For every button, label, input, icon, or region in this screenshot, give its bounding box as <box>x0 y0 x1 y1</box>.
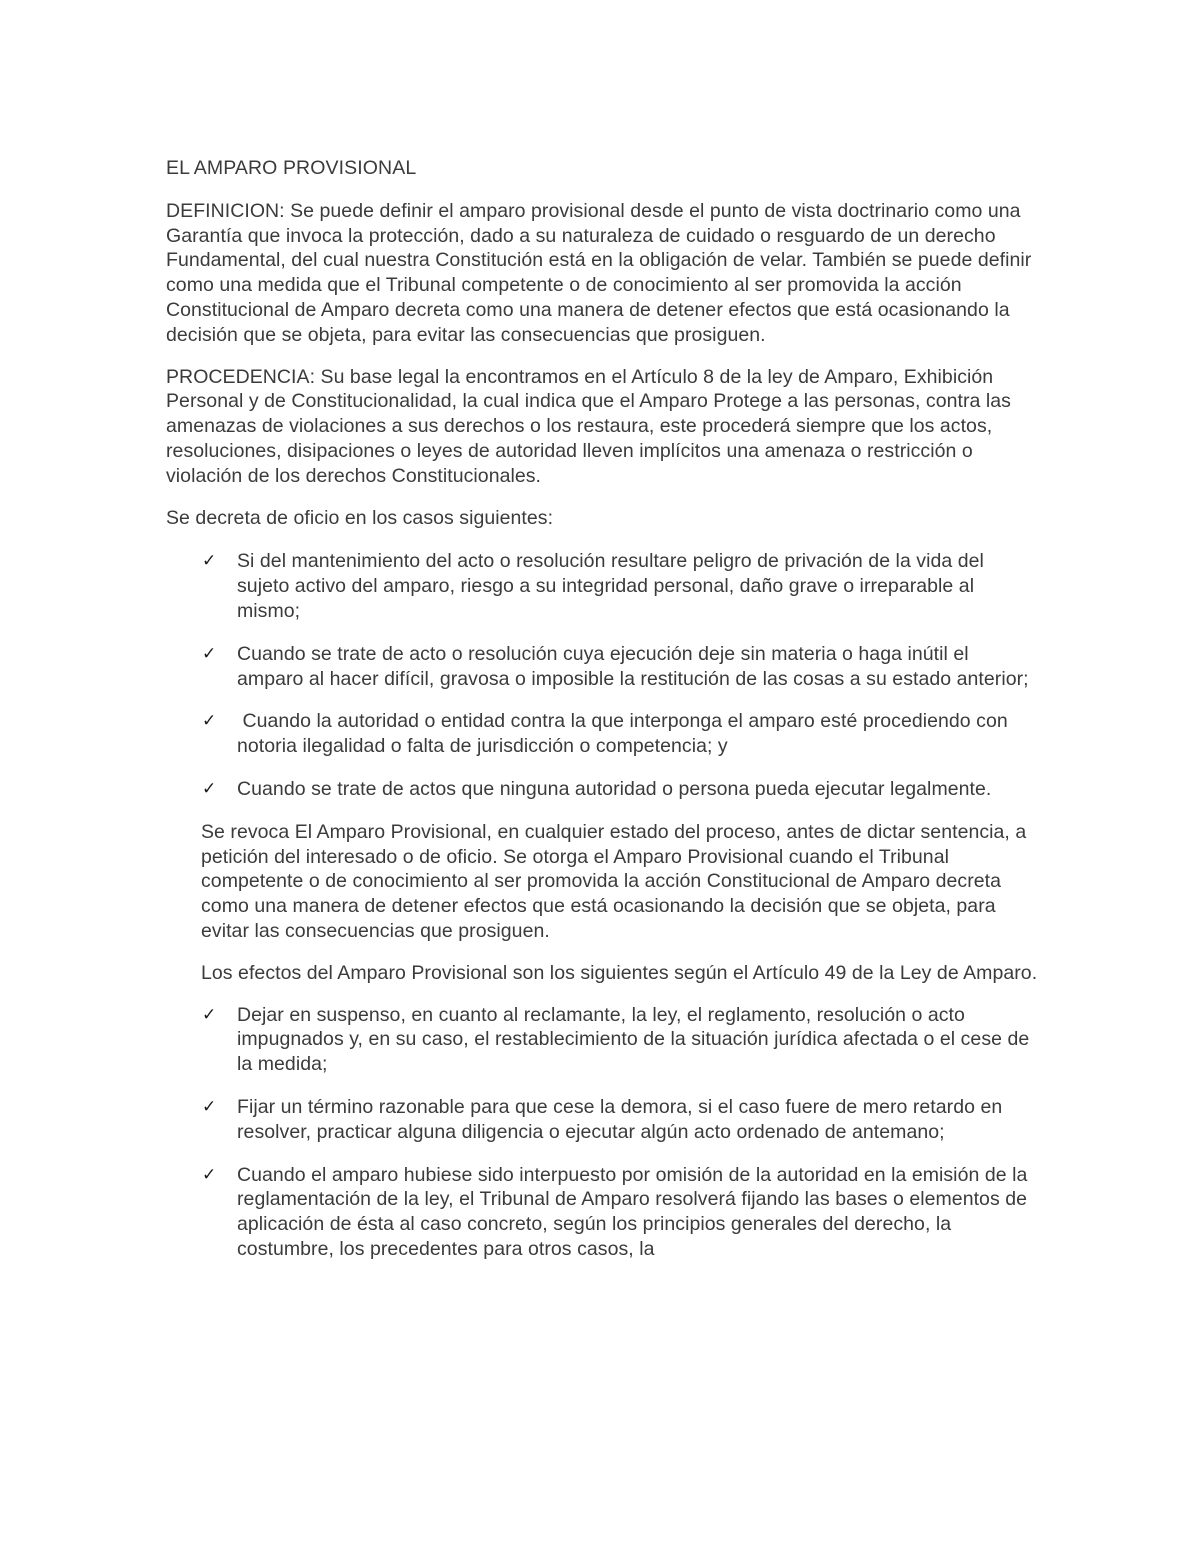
oficio-intro: Se decreta de oficio en los casos siguientes: <box>166 506 554 529</box>
list-item <box>166 1095 1038 1145</box>
checkmark-icon: ✓ <box>202 643 217 664</box>
checkmark-icon: ✓ <box>202 1164 217 1185</box>
document-body <box>166 156 1038 1280</box>
list-item <box>166 709 1038 759</box>
efectos-list <box>166 1003 1038 1262</box>
checkmark-icon: ✓ <box>202 711 217 732</box>
list-item-text: Fijar un término razonable para que cese la demora, si el caso fuere de mero retardo en resolver, practicar alguna diligencia o ejecutar algún acto ordenado de antemano; <box>237 1095 1003 1143</box>
list-item <box>166 642 1038 692</box>
procedencia-paragraph: PROCEDENCIA: Su base legal la encontramos en el Artículo 8 de la ley de Amparo, Exhibición Personal y de Constitucionalidad, la cual indica que el Amparo Protege a las personas, contra las amenazas de violaciones a sus derechos o los restaura, este procederá siempre que los actos, resoluciones, disipaciones o leyes de autoridad lleven implícitos una amenaza o restricción o violación de los derechos Constitucionales. <box>166 365 1011 487</box>
list-item-text: Cuando se trate de actos que ninguna autoridad o persona pueda ejecutar legalmente. <box>237 777 992 800</box>
revoca-paragraph: Se revoca El Amparo Provisional, en cualquier estado del proceso, antes de dictar sentencia, a petición del interesado o de oficio. Se otorga el Amparo Provisional cuando el Tribunal competente o de conocimiento al ser promovida la acción Constitucional de Amparo decreta como una manera de detener efectos que está ocasionando la decisión que se objeta, para evitar las consecuencias que prosiguen. <box>201 820 1027 942</box>
oficio-list <box>166 549 1038 801</box>
checkmark-icon: ✓ <box>202 778 217 799</box>
list-item <box>166 549 1038 623</box>
list-item <box>166 1163 1038 1262</box>
list-item <box>166 1003 1038 1077</box>
list-item-text: Cuando el amparo hubiese sido interpuesto por omisión de la autoridad en la emisión de la reglamentación de la ley, el Tribunal de Amparo resolverá fijando las bases o elementos de aplicación de ésta al caso concreto, según los principios generales del derecho, la costumbre, los precedentes para otros casos, la <box>237 1163 1028 1260</box>
checkmark-icon: ✓ <box>202 1004 217 1025</box>
list-item-text: Si del mantenimiento del acto o resolución resultare peligro de privación de la vida del sujeto activo del amparo, riesgo a su integridad personal, daño grave o irreparable al mismo; <box>237 550 984 622</box>
list-item <box>166 777 1038 802</box>
checkmark-icon: ✓ <box>202 551 217 572</box>
definicion-paragraph: DEFINICION: Se puede definir el amparo provisional desde el punto de vista doctrinario como una Garantía que invoca la protección, dado a su naturaleza de cuidado o resguardo de un derecho Fundamental, del cual nuestra Constitución está en la obligación de velar. También se puede definir como una medida que el Tribunal competente o de conocimiento al ser promovida la acción Constitucional de Amparo decreta como una manera de detener efectos que está ocasionando la decisión que se objeta, para evitar las consecuencias que prosiguen. <box>166 199 1032 346</box>
checkmark-icon: ✓ <box>202 1096 217 1117</box>
list-item-text: Cuando se trate de acto o resolución cuya ejecución deje sin materia o haga inútil el amparo al hacer difícil, gravosa o imposible la restitución de las cosas a su estado anterior; <box>237 642 1029 690</box>
list-item-text: Cuando la autoridad o entidad contra la que interponga el amparo esté procediendo con notoria ilegalidad o falta de jurisdicción o competencia; y <box>237 710 1014 758</box>
document-title: EL AMPARO PROVISIONAL <box>166 157 417 179</box>
efectos-intro: Los efectos del Amparo Provisional son los siguientes según el Artículo 49 de la Ley de Amparo. <box>201 961 1038 984</box>
list-item-text: Dejar en suspenso, en cuanto al reclamante, la ley, el reglamento, resolución o acto impugnados y, en su caso, el restablecimiento de la situación jurídica afectada o el cese de la medida; <box>237 1003 1030 1076</box>
